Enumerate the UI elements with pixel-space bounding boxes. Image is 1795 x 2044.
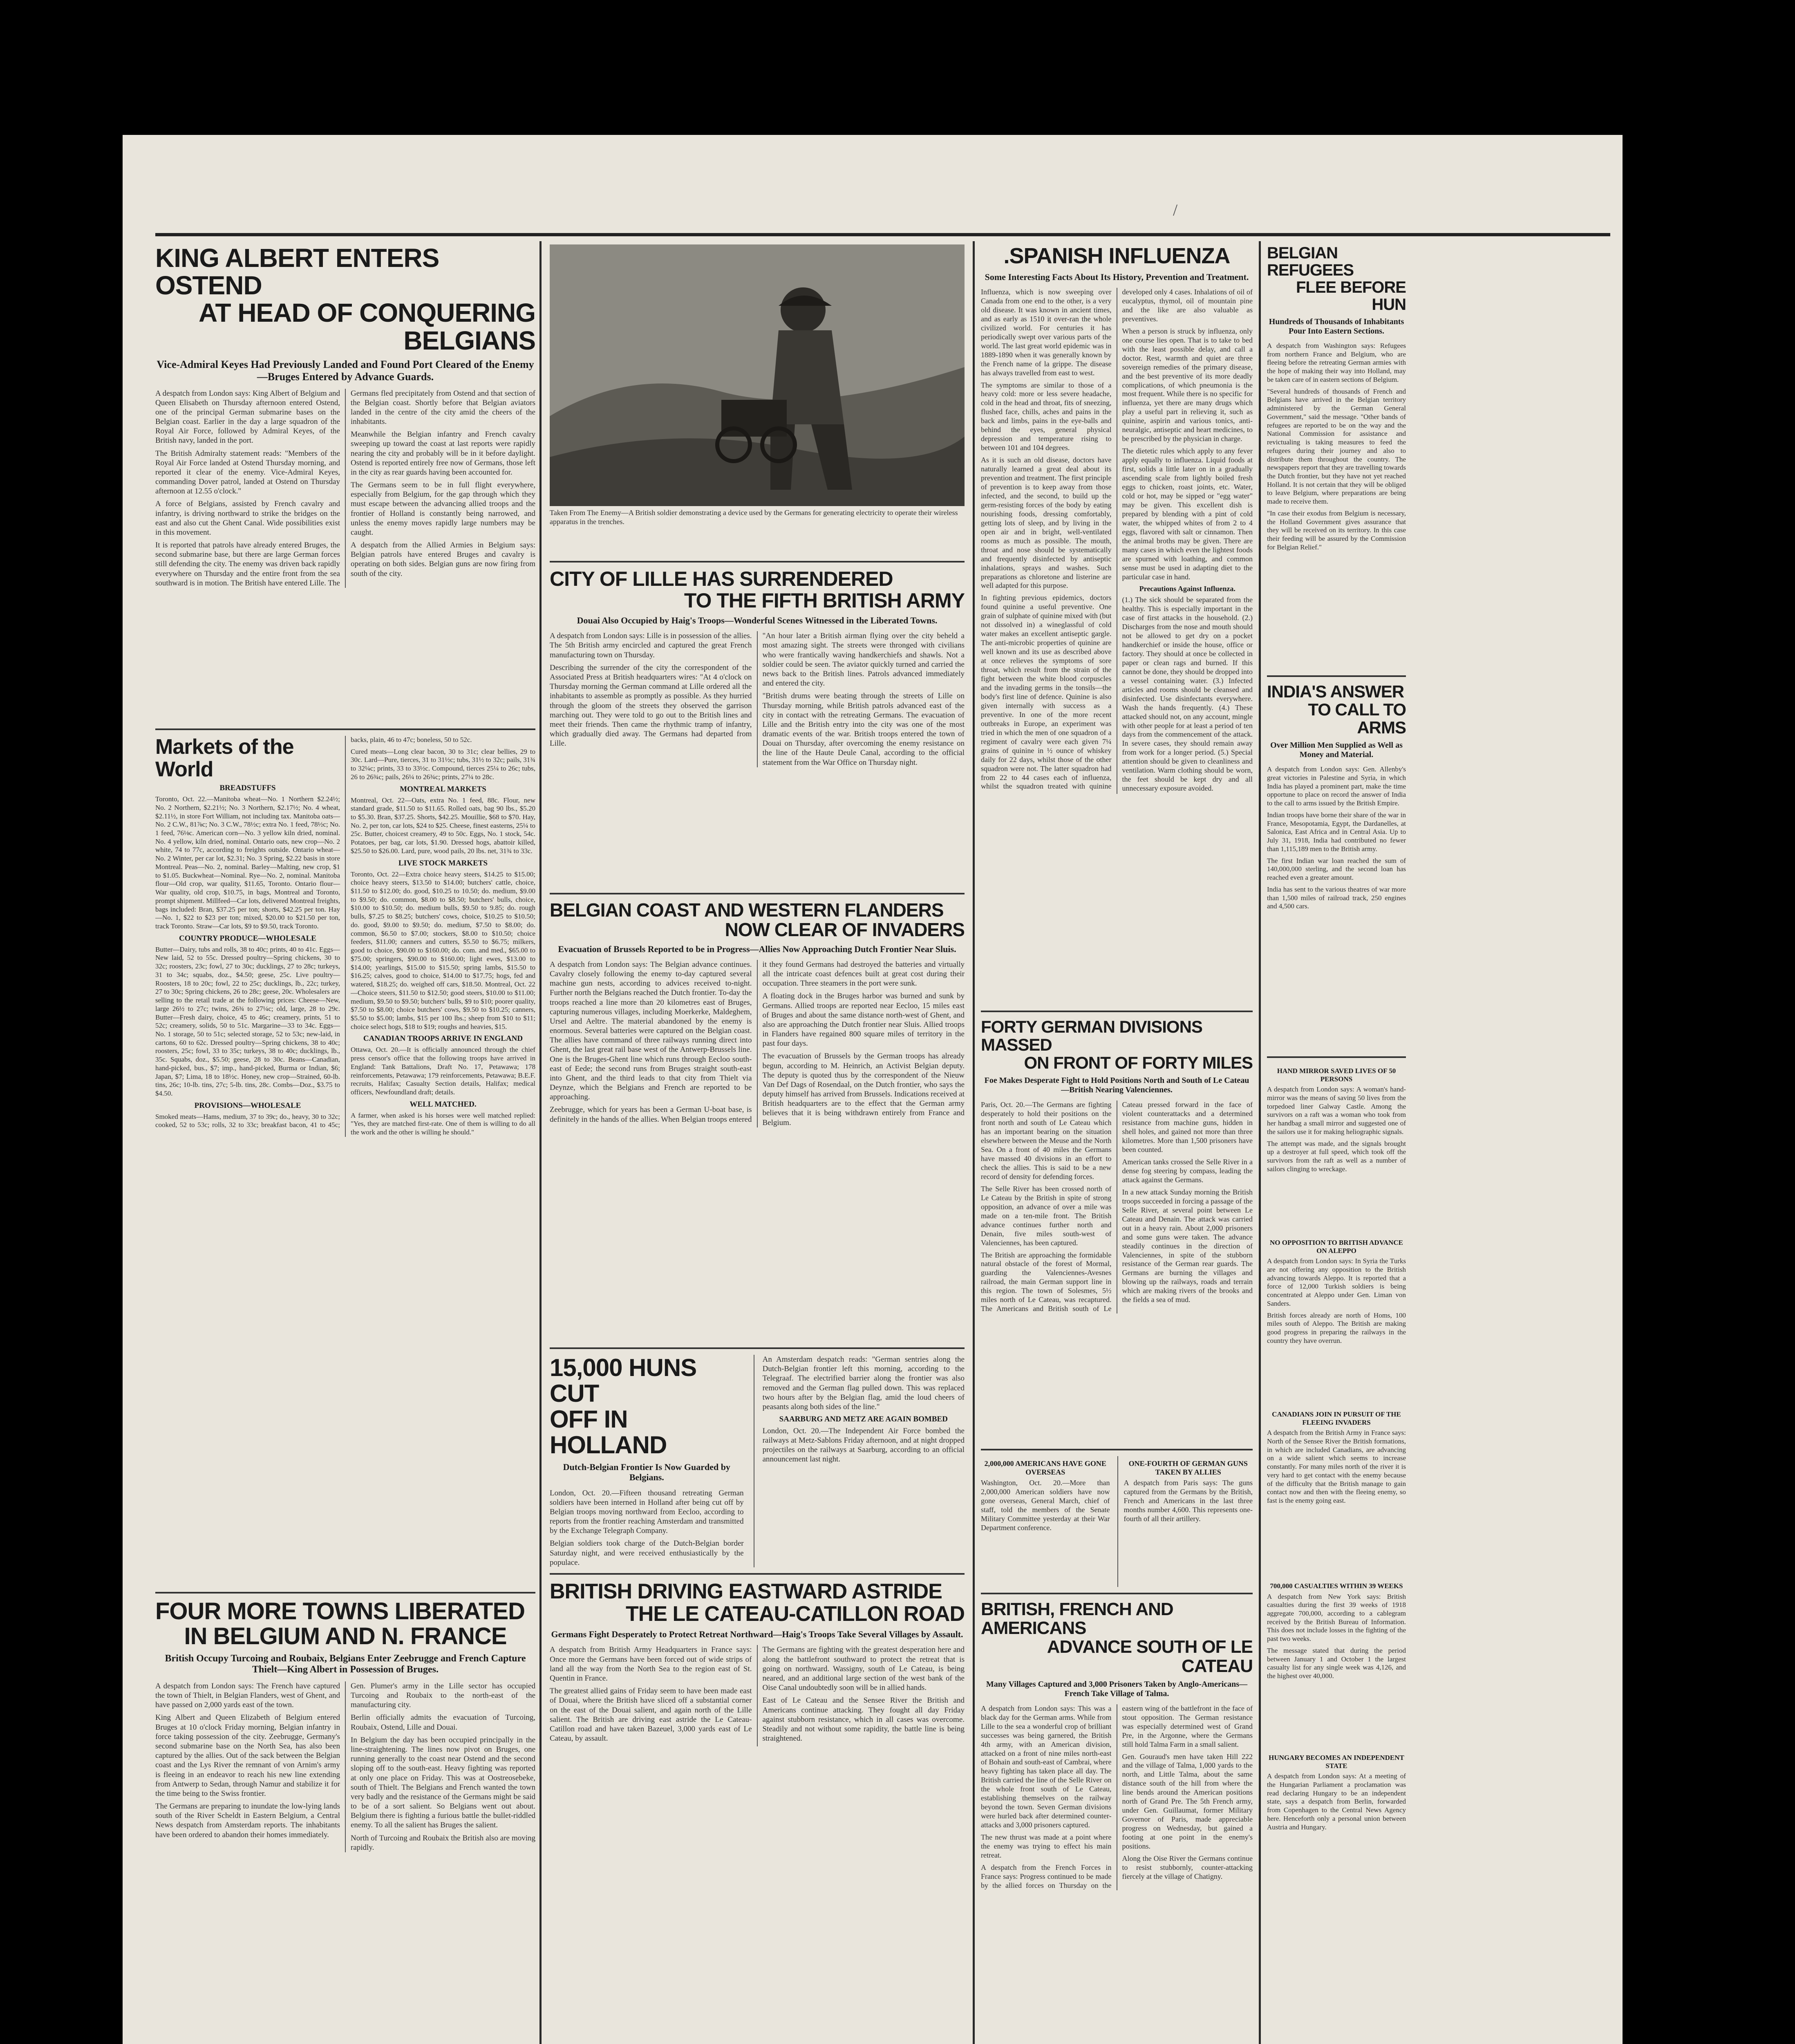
paragraph: Paris, Oct. 20.—The Germans are fighting desperately to hold their positions on the front north and south of Le Cateau which has an important bearing on the situation elsewhere between the Meuse and the North Sea. On a front of 40 miles the Germans have massed 40 divisions in an effort to check the allies. This is said to be a new record of density for defending forces. — [981, 1100, 1112, 1181]
article-king-albert — [155, 244, 535, 723]
paragraph: The message stated that during the period between January 1 and October 1 the largest casualty list for any single week was 4,126, and the highest over 40,000. — [1267, 1646, 1406, 1680]
divider — [155, 728, 535, 730]
paragraph: As it is such an old disease, doctors have naturally learned a great deal about its prevention and treatment. The first principle of prevention is to keep away from those infected, and the second, to build up the germ-resisting forces of the body by eating nourishing foods, dressing comfortably, getting lots of sleep, and by living in the open air and in bright, well-ventilated rooms as much as possible. The mouth, throat and nose should be systematically and frequently disinfected by antiseptic inhalations, sprays and washes. Such preparations as chloretone and listerine are well adapted for this purpose. — [981, 456, 1112, 590]
article-body — [981, 1704, 1253, 1890]
article-hand-mirror — [1267, 1064, 1406, 1235]
column-separator — [539, 241, 542, 2044]
article-body — [550, 631, 965, 767]
paragraph: Meanwhile the Belgian infantry and French cavalry sweeping up toward the coast at last reports were rapidly nearing the city and probably will be in it before daylight. Ostend is reported entirely free now of Germans, those left in the city as rear guards having been accounted for. — [351, 430, 535, 477]
section-head: PROVISIONS—WHOLESALE — [194, 1101, 301, 1110]
article-aleppo — [1267, 1235, 1406, 1407]
paragraph: Influenza, which is now sweeping over Canada from one end to the other, is a very old disease. It was known in ancient times, and as early as 1510 it over-ran the whole civilized world. For centuries it has periodically swept over various parts of the world. The last great world epidemic was in 1889-1890 when it was generally known by the French name of la grippe. The disease has always travelled from east to west. — [981, 287, 1112, 377]
paragraph: North of Turcoing and Roubaix the British also are moving rapidly. — [351, 1833, 535, 1852]
section-head: HUNGARY BECOMES AN INDEPENDENT STATE — [1269, 1754, 1404, 1770]
paragraph: A despatch from London says: In Syria the Turks are not offering any opposition to the British advancing towards Aleppo. It is reported that a force of 12,000 Turkish soldiers is being concentrated at Aleppo under Gen. Liman von Sanders. — [1267, 1257, 1406, 1307]
headline: BELGIAN REFUGEES — [1267, 244, 1354, 279]
briefs-block — [981, 1456, 1253, 1587]
article-lille — [550, 568, 965, 887]
divider — [981, 1449, 1253, 1450]
paragraph: "In case their exodus from Belgium is necessary, the Holland Government gives assurance that they will be received on its territory. In this case their feeding will be assured by the Commission for Belgian Relief." — [1267, 509, 1406, 551]
paragraph: A despatch from London says: The Belgian advance continues. Cavalry closely following the enemy to-day captured several machine gun nests, according to advices received to-night. Further north the Belgians reached the Dutch frontier. To-day the troops reached a line more than 20 kilometres east of Bruges, capturing numerous villages, including Moerkerke, Maldeghem, Ursel and Aeltre. The material abandoned by the enemy is enormous. Several batteries were captured on the Belgian coast. The allies have command of three railways running direct into Ghent, the last great rail base west of the Antwerp-Brussels line. One is the Bruges-Ghent line which runs through Eecloo south-east of Eede; the second runs from Bruges straight south-east into Ghent, and the third leads to that city from Thielt via Deynze, which the Belgians and French are reported to be approaching. — [550, 960, 752, 1102]
paragraph: A despatch from London says: This was a black day for the German arms. While from Lille to the sea a wonderful crop of brilliant successes was being garnered, the British 4th army, with an American division, attacked on a front of nine miles north-east of Bohain and south-east of Cambrai, where heavy fighting has taken place all day. The British carried the line of the Selle River on the whole front south of Le Cateau, establishing themselves on the railway beyond the town. Seven German divisions were hurled back after determined counter-attacks and 3,000 prisoners captured. — [981, 1704, 1112, 1829]
paragraph: The first Indian war loan reached the sum of 140,000,000 sterling, and the second loan has reached even a greater amount. — [1267, 856, 1406, 882]
divider — [550, 893, 965, 894]
paragraph: The Germans seem to be in full flight everywhere, especially from Belgium, for the gap through which they must escape between the advancing allied troops and the frontier of Holland is constantly being narrowed, and unless the enemy moves rapidly large numbers may be caught. — [351, 481, 535, 537]
article-influenza — [981, 244, 1253, 1005]
section-head: COUNTRY PRODUCE—WHOLESALE — [179, 934, 316, 943]
column-left — [155, 244, 535, 2044]
paragraph: "Several hundreds of thousands of French and Belgians have arrived in the Belgian territory administered by the German General Government," said the message. "Other bands of refugees are reported to be on the way and the National Commission for assistance and revictualing is taking measures to feed the refugees during their journey and also to distribute them throughout the country. The newspapers report that they are travelling towards the Dutch frontier, but they have not yet reached Holland. It is not certain that they will be obliged to leave Belgium, where preparations are being made to receive them. — [1267, 387, 1406, 506]
paragraph: Indian troops have borne their share of the war in France, Mesopotamia, Egypt, the Dardanelles, at Salonica, East Africa and in Central Asia. Up to July 31, 1918, India had contributed no fewer than 1,115,189 men to the British army. — [1267, 811, 1406, 853]
section-head: LIVE STOCK MARKETS — [398, 858, 488, 867]
paragraph: King Albert and Queen Elizabeth of Belgium entered Bruges at 10 o'clock Friday morning, Belgian infantry in force taking possession of the city. Zeebrugge, Germany's second submarine base on the North Sea, has also been captured by the allies. Out of the sack between the Belgian coast and the Lys River the remnant of von Arnim's army is fleeing in an endeavor to reach his new line extending from Antwerp to Sedan, through Namur and stabilize it for the time being to the Swiss frontier. — [155, 1713, 340, 1798]
paragraph: The symptoms are similar to those of a heavy cold: more or less severe headache, cold in the head and throat, fits of sneezing, flushed face, chills, aches and pains in the back and limbs, pains in the eye-balls and behind the eyes, general physical depression and temperature rising to between 101 and 104 degrees. — [981, 381, 1112, 452]
paragraph: A despatch from London says: King Albert of Belgium and Queen Elisabeth on Thursday afternoon entered Ostend, one of the principal German submarine bases on the Belgian coast. Earlier in the day a large squadron of the Royal Air Force, followed by Admiral Keyes, of the British navy, landed in the port. — [155, 389, 340, 445]
soldier-photo — [550, 244, 965, 506]
paragraph: In fighting previous epidemics, doctors found quinine a useful preventive. One grain of sulphate of quinine mixed with (but not dissolved in) a wineglassful of cold water makes an excellent antiseptic gargle. The anti-microbic properties of quinine are well known and its use as described above at once relieves the symptoms of sore throat, which result from the strain of the fight between the white blood corpuscles and the invading germs in the tonsils—the body's first line of defence. Quinine is also given internally with success as a preventive. In one of the more recent outbreaks in Europe, an experiment was tried in which the men of one squadron of a regiment of cavalry were each given 7¼ grains of quinine in ½ ounce of whiskey daily for 22 days, whilst those of the other squadron were not. The latter squadron had from 22 to 44 cases each of influenza, whilst the squadron treated with quinine developed only 4 cases. Inhalations of oil of eucalyptus, thymol, oil of mountain pine and the like are also valuable as preventives. — [981, 287, 1253, 791]
paragraph: The dietetic rules which apply to any fever apply equally to influenza. Liquid foods at first, solids a little later on in a gradually ascending scale from lightly boiled fresh eggs to chicken, roast joints, etc. Water, cold or hot, may be sipped or "egg water" may be given. This excellent dish is prepared by blending with a pint of cold water, the whipped whites of from 2 to 4 eggs, flavored with salt or cinnamon. Then the animal broths may be given. There are many cases in which even the lightest foods are spurned with loathing, and common sense must be used in adapting diet to the particular case in hand. — [1122, 447, 1253, 581]
headline: NOW CLEAR OF INVADERS — [725, 919, 965, 941]
paragraph: A despatch from London says: The French have captured the town of Thielt, in Belgian Flanders, west of Ghent, and have passed on 2,000 yards east of the town. — [155, 1681, 340, 1710]
article-india — [1267, 683, 1406, 1051]
paragraph: Washington, Oct. 20.—More than 2,000,000 American soldiers have now gone overseas, General March, chief of staff, told the members of the Senate Military Committee yesterday at their War Department conference. — [981, 1479, 1110, 1532]
paragraph: Along the Oise River the Germans continue to resist stubbornly, counter-attacking fiercely at the village of Chatigny. — [1122, 1854, 1253, 1880]
paragraph: Ottawa, Oct. 20.—It is officially announced through the chief press censor's office that the following troops have arrived in England: Tank Battalions, Draft No. 17, Petawawa; 178 reinforcements, Petawawa; 179 reinforcements, Petawawa; B.E.F. recruits, Halifax; Casualty Section details, Halifax; medical officers, Newfoundland draft; details. — [351, 1046, 535, 1096]
headline: THE LE CATEAU-CATILLON ROAD — [626, 1602, 965, 1626]
article-body — [155, 1681, 535, 1852]
headline: Markets of the World — [155, 736, 294, 781]
article-hungary — [1267, 1754, 1406, 1831]
subheadline: Over Million Men Supplied as Well as Money and Material. — [1270, 741, 1403, 760]
headline: ADVANCE SOUTH OF LE CATEAU — [1047, 1637, 1253, 1676]
headline: AT HEAD OF CONQUERING BELGIANS — [198, 298, 535, 355]
article-amsterdam — [754, 1355, 965, 1567]
paragraph: British forces already are north of Homs, 100 miles south of Aleppo. The British are making good progress in preparing the railways in the country they have overrun. — [1267, 1311, 1406, 1345]
section-head: SAARBURG AND METZ ARE AGAIN BOMBED — [779, 1415, 948, 1424]
article-markets — [155, 736, 535, 1586]
divider — [155, 1592, 535, 1594]
headline: CITY OF LILLE HAS SURRENDERED — [550, 568, 893, 590]
paragraph: A despatch from Washington says: Refugees from northern France and Belgium, who are fleeing before the retreating German armies with the hope of making their way into Holland, may be taken care of in eastern sections of Belgium. — [1267, 342, 1406, 383]
subheadline: Many Villages Captured and 3,000 Prisoners Taken by Anglo-Americans—French Take Village of Talma. — [986, 1679, 1248, 1698]
paragraph: A despatch from London says: Gen. Allenby's great victories in Palestine and Syria, in which India has played a prominent part, make the time opportune to place on record the answer of India to the call to arms issued by the British Empire. — [1267, 765, 1406, 807]
paragraph: A despatch from the Allied Armies in Belgium says: Belgian patrols have entered Bruges and cavalry is operating on both sides. Belgian guns are now firing from south of the city. — [351, 541, 535, 578]
headline: INDIA'S ANSWER — [1267, 683, 1404, 701]
paragraph: A despatch from the French Forces in France says: Progress continued to be made by the allied forces on Thursday on the eastern wing of the battlefront in the face of stout opposition. The German resistance was especially determined west of Grand Pre, in the Argonne, where the Germans still hold Talma Farm in a small salient. — [981, 1704, 1253, 1889]
paragraph: London, Oct. 20.—Fifteen thousand retreating German soldiers have been interned in Holland after being cut off by Belgian troops moving northward from Eecloo, according to reports from the frontier reaching Amsterdam and transmitted by the Exchange Telegraph Company. — [550, 1488, 744, 1535]
paragraph: The British are approaching the formidable natural obstacle of the forest of Mormal, guarding the Valenciennes-Avesnes railroad, the main German support line in this region. The town of Solesmes, 5½ miles north of Le Cateau, was recaptured. The Americans and British south of Le Cateau pressed forward in the face of violent counterattacks and a determined resistance from machine guns, hidden in shell holes, and gained not more than three kilometres. More than 1,500 prisoners have been counted. — [981, 1100, 1253, 1313]
article-body — [550, 960, 965, 1127]
paragraph: In a new attack Sunday morning the British troops succeeded in forcing a passage of the Selle River, at several point between Le Cateau and Denain. The attack was carried out in a heavy rain. About 2,000 prisoners and some guns were taken. The advance steadily continues in the direction of Valenciennes, in spite of the stubborn resistance of the German rear guards. The Germans are burning the villages and blowing up the railways, roads and terrain which are making rivers of the brooks and the fields a sea of mud. — [1122, 1188, 1253, 1304]
paragraph: Berlin officially admits the evacuation of Turcoing, Roubaix, Ostend, Lille and Douai. — [351, 1713, 535, 1732]
paragraph: The Selle River has been crossed north of Le Cateau by the British in spite of strong opposition, an advance of over a mile was made on a ten-mile front. The British advance continues further north and Denain, five miles south-west of Valenciennes, has been captured. — [981, 1184, 1112, 1247]
paragraph: A despatch from London says: At a meeting of the Hungarian Parliament a proclamation was read declaring Hungary to be an independent state, says a despatch from Berlin, forwarded from Copenhagen to the Central News Agency here. Henceforth only a personal union between Austria and Hungary. — [1267, 1772, 1406, 1831]
paragraph: The evacuation of Brussels by the German troops has already begun, according to M. Heinrich, an Activist Belgian deputy. The deputy is quoted thus by the correspondent of the Nieuw Van Def Dags of Rosendaal, on the Dutch frontier, who says the deputy himself has arrived from Brussels. Indications received at British headquarters are to the effect that the German army believes that it is being withdrawn entirely from France and Belgium. — [762, 1052, 965, 1127]
paragraph: Gen. Plumer's army in the Lille sector has occupied Turcoing and Roubaix to the north-east of the manufacturing city. — [351, 1681, 535, 1710]
paragraph: The Germans are preparing to inundate the low-lying lands south of the River Scheldt in Eastern Belgium, a Central News despatch from Amsterdam reports. The inhabitants have been ordered to abandon their homes immediately. — [155, 1802, 340, 1839]
headline: BRITISH DRIVING EASTWARD ASTRIDE — [550, 1580, 942, 1603]
paragraph: Butter—Dairy, tubs and rolls, 38 to 40c; prints, 40 to 41c. Eggs—New laid, 52 to 55c. Dressed poultry—Spring chickens, 30 to 32c; roosters, 23c; fowl, 27 to 30c; ducklings, 27 to 28c; turkeys, 31 to 34c; squabs, doz., $4.50; geese, 25c. Live poultry—Roosters, 18 to 20c; fowl, 22 to 25c; ducklings, lb., 22c; turkey, 27 to 30c; Spring chickens, 26 to 28c; geese, 20c. Wholesalers are selling to the retail trade at the following prices: Cheese—New, large 26½ to 27c; twins, 26¾ to 27¼c; old, large, 28 to 29c. Butter—Fresh dairy, choice, 45 to 46c; creamery, prints, 51 to 52c; creamery, solids, 50 to 51c. Margarine—33 to 34c. Eggs—No. 1 storage, 50 to 51c; selected storage, 52 to 53c; new-laid, in cartons, 60 to 62c. Dressed poultry—Spring chickens, 38 to 40c; roosters, 25c; fowl, 33 to 35c; turkeys, 38 to 40c; ducklings, lb., 35c. Squabs, doz., $5.50; geese, 28 to 30c. Beans—Canadian, hand-picked, bus., $7; imp., hand-picked, Burma or Indian, $6; Japan, $7; Lima, 18 to 18½c. Honey, new crop—Strained, 60-lb. tins, 26c; 10-lb. tins, 27c; 5-lb. tins, 28c. Combs—Doz., $3.75 to $4.50. — [155, 945, 340, 1098]
section-head: 2,000,000 AMERICANS HAVE GONE OVERSEAS — [984, 1459, 1106, 1476]
paragraph: A despatch from London says: Lille is in possession of the allies. The 5th British army encircled and captured the great French manufacturing town on Thursday. — [550, 632, 752, 659]
paragraph: India has sent to the various theatres of war more than 1,500 miles of railroad track, 250 engines and 4,500 cars. — [1267, 885, 1406, 910]
article-americans-overseas — [981, 1456, 1110, 1587]
headline: KING ALBERT ENTERS OSTEND — [155, 244, 439, 300]
paragraph: In Belgium the day has been occupied principally in the line-straightening. The lines now pivot on Bruges, one running generally to the coast near Ostend and the second sloping off to the south-east. Heavy fighting was reported at only one place on Friday. This was at Oostreosebeke, south of Thielt. The Belgians and French wanted the town very badly and the resistance of the Germans might be said to be of a sort salient. So Belgians went out about. Belgium there is fighting a furious battle the bullet-riddled enemy. To all the salient has Bruges the salient. — [351, 1735, 535, 1830]
headline: FLEE BEFORE HUN — [1296, 278, 1406, 314]
headline: TO THE FIFTH BRITISH ARMY — [684, 589, 965, 612]
column-separator — [1259, 241, 1261, 2044]
section-head: Precautions Against Influenza. — [1139, 585, 1235, 593]
paragraph: Toronto, Oct. 22—Extra choice heavy steers, $14.25 to $15.00; choice heavy steers, $13.50 to $14.00; butchers' cattle, choice, $11.50 to $12.00; do. good, $10.25 to 10.50; do. medium, $9.00 to $9.50; do. common, $8.00 to $8.50; butchers' bulls, choice, $10.00 to $10.50; do. medium bulls, $9.50 to 9.85; do. rough bulls, $7.25 to $8.25; butchers' cows, choice, $10.25 to $10.50; do. good, $9.00 to $9.50; do. medium, $7.50 to $8.00; do. common, $6.50 to $7.00; stockers, $8.00 to $10.50; choice feeders, $11.00; canners and cutters, $5.50 to $6.75; milkers, good to choice, $90.00 to $160.00; do. com. and med., $65.00 to $75.00; springers, $90.00 to $160.00; light ewes, $13.00 to $14.00; yearlings, $15.00 to $15.50; spring lambs, $15.50 to $16.25; calves, good to choice, $14.00 to $17.75; hogs, fed and watered, $18.25; do. weighed off cars, $18.50. Montreal, Oct. 22—Choice steers, $11.50 to $12.50; good steers, $10.00 to $11.00; medium, $9.50 to $9.50; butchers' bulls, $9 to $10; poorer quality, $7.50 to $8.00; choice butchers' cows, $9.50 to $10.25; canners, $5.50 to $5.00; lambs, $15 per 100 lbs.; sheep from $10 to $11; choice select hogs, $18 to $19; roughs and heavies, $15. — [351, 870, 535, 1031]
subheadline: Foe Makes Desperate Fight to Hold Positions North and South of Le Cateau—British Nearing Valenciennes. — [984, 1076, 1249, 1095]
subheadline: Germans Fight Desperately to Protect Retreat Northward—Haig's Troops Take Several Villages by Assault. — [551, 1629, 963, 1640]
top-rule — [155, 233, 1610, 236]
article-eastward — [550, 1580, 965, 1746]
article-forty-divisions — [981, 1018, 1253, 1443]
subheadline: Some Interesting Facts About Its History, Prevention and Treatment. — [985, 271, 1249, 282]
divider — [1267, 675, 1406, 677]
photo-caption: Taken From The Enemy—A British soldier demonstrating a device used by the Germans for generating electricity to operate their wireless apparatus in the trenches. — [550, 509, 958, 526]
section-head: CANADIAN TROOPS ARRIVE IN ENGLAND — [363, 1034, 523, 1043]
paragraph: A despatch from New York says: British casualties during the first 39 weeks of 1918 aggregate 700,000, according to a cablegram received by the British Bureau of Information. This does not include losses in the fighting of the past two weeks. — [1267, 1592, 1406, 1643]
section-head: HAND MIRROR SAVED LIVES OF 50 PERSONS — [1277, 1067, 1396, 1083]
paragraph: A despatch from British Army Headquarters in France says: Once more the Germans have been forced out of wide strips of land all the way from the North Sea to the region east of St. Quentin in France. — [550, 1645, 752, 1683]
paragraph: Belgian soldiers took charge of the Dutch-Belgian border Saturday night, and were received enthusiastically by the populace. — [550, 1539, 744, 1567]
paragraph: When a person is struck by influenza, only one course lies open. That is to take to bed with the least possible delay, and call a doctor. Rest, warmth and quiet are three sovereign remedies of the primary disease, and the best preventive of its more deadly complications, of which pneumonia is the most frequent. While there is no specific for influenza, yet there are many drugs which play a useful part in relieving it, such as quinine, aspirin and various tonics, anti-neuralgic, antiseptic and heart medicines, to be prescribed by the physician in charge. — [1122, 327, 1253, 443]
headline: OFF IN HOLLAND — [550, 1405, 667, 1459]
section-head: CANADIANS JOIN IN PURSUIT OF THE FLEEING INVADERS — [1272, 1410, 1401, 1426]
subheadline: British Occupy Turcoing and Roubaix, Belgians Enter Zeebrugge and French Capture Thielt—King Albert in Possession of Bruges. — [165, 1653, 526, 1675]
article-guns-taken — [1117, 1456, 1253, 1587]
paragraph: It is reported that patrols have already entered Bruges, the second submarine base, but there are large German forces still defending the city. The enemy was driven back rapidly everywhere on Thursday and the entire front from the sea southward is in motion. The British have entered Lille. The Germans fled precipitately from Ostend and that section of the Belgian coast. Shortly before that Belgian aviators landed in the centre of the city amid the cheers of the inhabitants. — [155, 389, 535, 587]
paragraph: An Amsterdam despatch reads: "German sentries along the Dutch-Belgian frontier left this morning, according to the Telegraaf. The electrified barrier along the frontier was also removed and the German flag pulled down. This was replaced two hours after by the Belgian flag, amid the loud cheers of peasants along both sides of the line." — [762, 1355, 965, 1411]
paragraph: A despatch from London says: A woman's hand-mirror was the means of saving 50 lives from the torpedoed liner Galway Castle. Among the survivors on a raft was a woman who took from her handbag a small mirror and suggested one of the sailors use it for making heliographic signals. — [1267, 1085, 1406, 1136]
paragraph: A despatch from Paris says: The guns captured from the Germans by the British, French and Americans in the last three months number 4,600. This represents one-fourth of all their artillery. — [1124, 1479, 1253, 1523]
paragraph: Montreal, Oct. 22—Oats, extra No. 1 feed, 88c. Flour, new standard grade, $11.50 to $11.65. Rolled oats, bag 90 lbs., $5.20 to $5.30. Bran, $37.25. Shorts, $42.25. Mouillie, $68 to $70. Hay, No. 2, per ton, car lots, $24 to $25. Cheese, finest easterns, 25¼ to 25c. Butter, choicest creamery, 49 to 50c. Eggs, No. 1 stock, 54c. Potatoes, per bag, car lots, $1.90. Dressed hogs, abattoir killed, $25.50 to $26.00. Lard, pure, wood pails, 20 lbs. net, 31¾ to 33c. — [351, 796, 535, 855]
divider — [550, 1573, 965, 1575]
column-separator — [973, 241, 975, 2044]
article-canadians — [1267, 1407, 1406, 1579]
paragraph: Toronto, Oct. 22.—Manitoba wheat—No. 1 Northern $2.24½; No. 2 Northern, $2.21½; No. 3 Northern, $2.17½; No. 4 wheat, $2.11½, in store Fort William, not including tax. Manitoba oats—No. 2 C.W., 81⅞c; No. 3 C.W., 78½c; extra No. 1 feed, 78½c; No. 1 feed, 76⅛c. American corn—No. 3 yellow kiln dried, nominal. No. 4 yellow, kiln dried, nominal. Ontario oats, new crop—No. 2 white, 74 to 77c, according to freights outside. Ontario wheat—No. 2 Winter, per car lot, $2.31; No. 3 Spring, $2.22 basis in store Montreal. Peas—No. 2, nominal. Barley—Malting, new crop, $1 to $1.05. Buckwheat—Nominal. Rye—No. 2, nominal. Manitoba flour—Old crop, war quality, $11.65, Toronto. Ontario flour—War quality, old crop, $10.75, in bags, Montreal and Toronto, prompt shipment. Millfeed—Car lots, delivered Montreal freights, bags included: Bran, $37.25 per ton; shorts, $42.25 per ton. Hay—No. 1, $22 to $23 per ton; mixed, $20.00 to $21.50 per ton, track Toronto. Straw—Car lots, $9 to $9.50, track Toronto. — [155, 795, 340, 930]
section-head: NO OPPOSITION TO BRITISH ADVANCE ON ALEPPO — [1270, 1239, 1403, 1255]
headline: TO CALL TO ARMS — [1308, 700, 1406, 737]
paragraph: The attempt was made, and the signals brought up a destroyer at full speed, which took off the survivors from the raft as well as a number of sailors clinging to wreckage. — [1267, 1139, 1406, 1173]
column-right-center — [981, 244, 1253, 2044]
section-head: 700,000 CASUALTIES WITHIN 39 WEEKS — [1270, 1582, 1403, 1590]
headline: BELGIAN COAST AND WESTERN FLANDERS — [550, 900, 944, 921]
paragraph: Gen. Gouraud's men have taken Hill 222 and the village of Talma, 1,000 yards to the north, and Little Talma, about the same distance south of the hill from where the line bends around the American positions north of Grand Pre. The 5th French army, under Gen. Guillaumat, former Military Governor of Paris, made appreciable progress on Wednesday, but gained a footing at one point in the enemy's positions. — [1122, 1752, 1253, 1851]
paragraph: The new thrust was made at a point where the enemy was trying to effect his main retreat. — [981, 1833, 1112, 1859]
headline: FORTY GERMAN DIVISIONS MASSED — [981, 1018, 1202, 1055]
section-head: ONE-FOURTH OF GERMAN GUNS TAKEN BY ALLIES — [1128, 1459, 1248, 1476]
headline: IN BELGIUM AND N. FRANCE — [184, 1623, 507, 1650]
headline: ON FRONT OF FORTY MILES — [1024, 1053, 1253, 1073]
article-refugees — [1267, 244, 1406, 670]
subheadline: Evacuation of Brussels Reported to be in Progress—Allies Now Approaching Dutch Frontier Near Sluis. — [558, 944, 956, 954]
article-four-towns — [155, 1599, 535, 1852]
section-head: WELL MATCHED. — [410, 1100, 477, 1109]
divider — [981, 1593, 1253, 1594]
divider — [981, 1011, 1253, 1012]
section-head: MONTREAL MARKETS — [400, 784, 486, 793]
article-flanders — [550, 900, 965, 1342]
column-middle — [550, 244, 965, 2044]
paragraph: A floating dock in the Bruges harbor was burned and sunk by Germans. Allied troops are reported near Eecloo, 15 miles east of Bruges and about the same distance north-west of Ghent, and also are approaching the Dutch frontier near Sluis. Allied troops in Flanders have regained 800 square miles of territory in the past four days. — [762, 992, 965, 1048]
article-le-cateau — [981, 1600, 1253, 1890]
article-body — [550, 1645, 965, 1746]
paragraph: A despatch from the British Army in France says: North of the Sensee River the British formations, in which are included Canadians, are advancing on a wide salient which seems to increase constantly. For many miles north of the river it is very hard to get contact with the enemy because of the difficulty that the British manage to gain contact now and then with the fleeing enemy, so fast is the enemy going east. — [1267, 1429, 1406, 1504]
section-head: BREADSTUFFS — [219, 784, 276, 793]
paragraph: The Germans are fighting with the greatest desperation here and along the battlefront southward to protect the retreat that is going on northward. Wassigny, south of Le Cateau, is being neared, and an additional large section of the west bank of the Oise Canal undoubtedly soon will be in allied hands. — [762, 1645, 965, 1692]
subheadline: Dutch-Belgian Frontier Is Now Guarded by Belgians. — [563, 1462, 730, 1483]
paragraph: A farmer, when asked is his horses were well matched replied: "Yes, they are matched first-rate. One of them is willing to do all the work and the other is willing he should." — [351, 1111, 535, 1136]
article-huns-block — [550, 1355, 965, 1567]
paragraph: "An hour later a British airman flying over the city beheld a most amazing sight. The streets were thronged with civilians who were frantically waving handkerchiefs and shawls. Not a soldier could be seen. The aviator quickly turned and carried the news back to the British lines. Patrols advanced immediately and entered the city. — [762, 632, 965, 688]
paragraph: "British drums were beating through the streets of Lille on Thursday morning, while British patrols advanced east of the city in contact with the retreating Germans. The evacuation of Lille and the British entry into the city was one of the most dramatic events of the war. British troops entered the town of Douai on Thursday, after overcoming the enemy resistance on the line of the Haute Deule Canal, according to the official statement from the War Office on Thursday night. — [762, 692, 965, 767]
paragraph: American tanks crossed the Selle River in a dense fog steering by compass, leading the attack against the Germans. — [1122, 1158, 1253, 1184]
newspaper-page — [123, 135, 1623, 2044]
paragraph: Cured meats—Long clear bacon, 30 to 31c; clear bellies, 29 to 30c. Lard—Pure, tierces, 31 to 31½c; tubs, 31½ to 32c; pails, 31¾ to 32¼c; prints, 33 to 33½c. Compound, tierces 25¼ to 26c; tubs, 26 to 26¾c; pails, 26¼ to 26¾c; prints, 27¼ to 28c. — [351, 747, 535, 781]
divider — [550, 1347, 965, 1349]
headline: FOUR MORE TOWNS LIBERATED — [155, 1598, 525, 1625]
paragraph: Smoked meats—Hams, medium, 37 to 39c; do., heavy, 30 to 32c; cooked, 52 to 53c; rolls, 32 to 33c; breakfast bacon, 41 to 45c; backs, plain, 46 to 47c; boneless, 50 to 52c. — [155, 736, 472, 1129]
page-mark: / — [1173, 201, 1178, 219]
paragraph: The British Admiralty statement reads: "Members of the Royal Air Force landed at Ostend Thursday morning, and reported it clear of the enemy. Vice-Admiral Keyes, commanding Dover patrol, landed at Ostend on Thursday afternoon at 12.55 o'clock." — [155, 449, 340, 496]
article-body — [981, 1100, 1253, 1313]
article-huns — [550, 1355, 744, 1567]
paragraph: The greatest allied gains of Friday seem to have been made east of Douai, where the British have sliced off a substantial corner on the east of the Douai salient, and again north of the Lille salient. The British are driving east astride the Le Cateau-Catillon road and have taken Bazeuel, 3,000 yards east of Le Cateau, by assault. — [550, 1687, 752, 1743]
headline: 15,000 HUNS CUT — [550, 1355, 697, 1407]
markets-body — [155, 736, 535, 1137]
article-body — [981, 288, 1253, 794]
paragraph: East of Le Cateau and the Sensee River the British and Americans continue attacking. They fought all day Friday against stubborn resistance, which in all cases was overcome. Steadily and not without some rapidity, the battle line is being straightened. — [762, 1696, 965, 1743]
divider — [1267, 1056, 1406, 1058]
photo-block — [550, 244, 965, 555]
paragraph: A force of Belgians, assisted by French cavalry and infantry, is driving northward to strike the bridges on the east and also cut the Ghent Canal. Wide possibilities exist in this movement. — [155, 500, 340, 537]
paragraph: Describing the surrender of the city the correspondent of the Associated Press at British headquarters wires: "At 4 o'clock on Thursday morning the German command at Lille ordered all the inhabitants to assemble as promptly as possible. As they hurried through the gloom of the streets they observed the garrison marching out. They were told to go out to the British lines and meet their friends. Then came the rhythmic tramp of infantry, which gradually died away. The Germans had departed from Lille. — [550, 663, 752, 748]
paragraph: (1.) The sick should be separated from the healthy. This is especially important in the case of first attacks in the household. (2.) Discharges from the nose and mouth should not be allowed to get dry on a pocket handkerchief or inside the house, office or factory. They should at once be collected in paper or clean rags and burned. If this cannot be done, they should be dropped into a vessel containing water. (3.) Infected articles and rooms should be cleansed and disinfected. Use disinfectants everywhere. Wash the hands frequently. (4.) These attacked should not, on any account, mingle with other people for at least a period of ten days from the commencement of the attack. In severe cases, they should remain away from work for a longer period. (5.) Special attention should be given to cleanliness and ventilation. Warm clothing should be worn, the feet should be kept dry and all unnecessary exposure avoided. — [1122, 596, 1253, 793]
article-casualties — [1267, 1579, 1406, 1750]
headline: BRITISH, FRENCH AND AMERICANS — [981, 1599, 1173, 1638]
column-right — [1267, 244, 1406, 2044]
paragraph: London, Oct. 20.—The Independent Air Force bombed the railways at Metz-Sablons Friday afternoon, and at night dropped projectiles on the railways at Saarburg, according to an official announcement last night. — [762, 1426, 965, 1464]
article-body — [155, 389, 535, 588]
paragraph: Zeebrugge, which for years has been a German U-boat base, is definitely in the hands of the allies. When Belgian troops entered it they found Germans had destroyed the batteries and virtually all the intricate coast defences built at great cost during their occupation. Three steamers in the port were sunk. — [550, 960, 965, 1124]
subheadline: Vice-Admiral Keyes Had Previously Landed and Found Port Cleared of the Enemy—Bruges Entered by Advance Guards. — [157, 358, 534, 383]
subheadline: Hundreds of Thousands of Inhabitants Pour Into Eastern Sections. — [1269, 317, 1404, 336]
subheadline: Douai Also Occupied by Haig's Troops—Wonderful Scenes Witnessed in the Liberated Towns. — [577, 615, 938, 625]
headline: .SPANISH INFLUENZA — [1003, 244, 1230, 268]
divider — [550, 561, 965, 563]
